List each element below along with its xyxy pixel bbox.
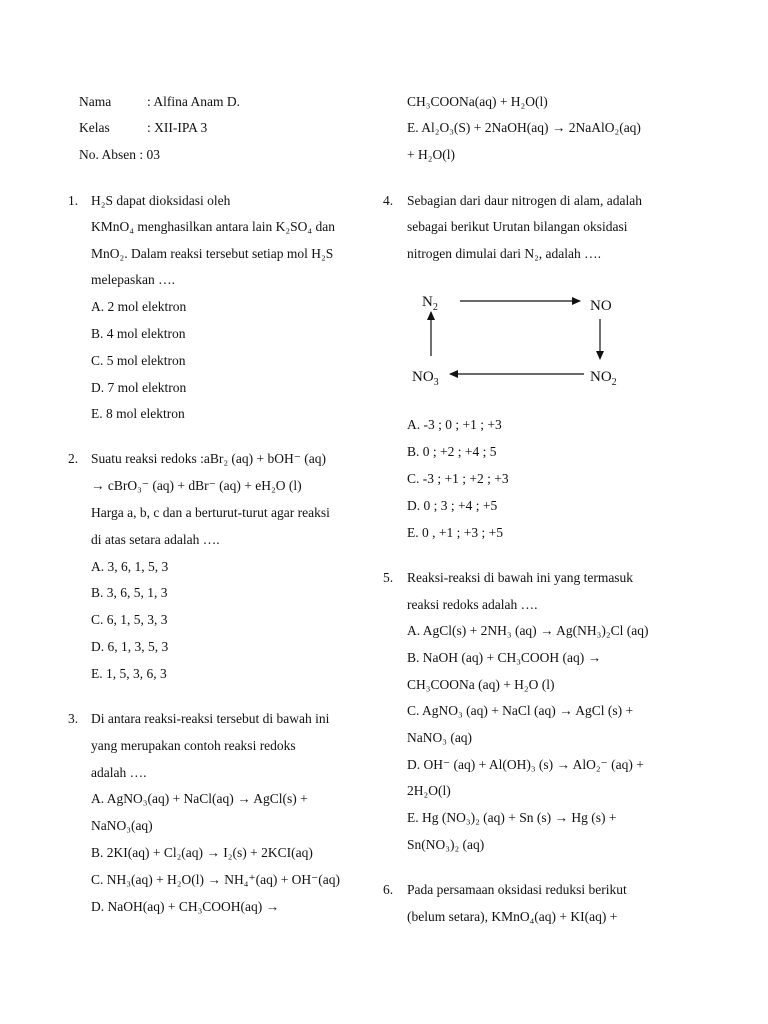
question-number: 6. (383, 882, 394, 897)
n2-label: $N_2$ (422, 294, 438, 313)
no3-label: $NO_3$ (412, 369, 439, 386)
absen-line: No. Absen : 03 (79, 147, 160, 162)
question-number: 3. (68, 711, 79, 726)
option-e: E. Al₂O₃(S) + 2NaOH(aq) → 2NaAlO₂(aq) (407, 120, 641, 135)
question-text: Harga a, b, c dan a berturut-turut agar reaksi (91, 505, 330, 520)
option-d: D. 7 mol elektron (91, 380, 187, 395)
question-text: MnO₂. Dalam reaksi tersebut setiap mol H₂S (91, 246, 334, 261)
option-b: B. 4 mol elektron (91, 326, 186, 341)
option-b: B. 0 ; +2 ; +4 ; 5 (407, 444, 497, 459)
question-text: reaksi redoks adalah …. (407, 597, 538, 612)
question-text: melepaskan …. (91, 272, 175, 287)
option-c: C. 5 mol elektron (91, 353, 186, 368)
option-e: E. 8 mol elektron (91, 406, 185, 421)
question-number: 4. (383, 193, 394, 208)
option-e-cont: Sn(NO₃)₂ (aq) (407, 837, 485, 852)
name-label: Nama (79, 94, 112, 109)
no-label: NO (590, 298, 612, 314)
question-text: Reaksi-reaksi di bawah ini yang termasuk (407, 570, 634, 585)
option-d: D. NaOH(aq) + CH₃COOH(aq) → (91, 899, 280, 914)
option-b: B. 3, 6, 5, 1, 3 (91, 585, 168, 600)
nitrogen-cycle-svg (410, 286, 640, 386)
question-number: 5. (383, 570, 394, 585)
option-c: C. NH₃(aq) + H₂O(l) → NH₄⁺(aq) + OH⁻(aq) (91, 872, 341, 887)
option-d-cont: CH₃COONa(aq) + H₂O(l) (407, 94, 548, 109)
question-text: KMnO₄ menghasilkan antara lain K₂SO₄ dan (91, 219, 335, 234)
option-a: A. 2 mol elektron (91, 299, 187, 314)
option-a-cont: NaNO₃(aq) (91, 818, 153, 833)
question-text: yang merupakan contoh reaksi redoks (91, 738, 296, 753)
option-e: E. 1, 5, 3, 6, 3 (91, 666, 167, 681)
question-text: H₂S dapat dioksidasi oleh (91, 193, 231, 208)
question-text: Sebagian dari daur nitrogen di alam, adalah (407, 193, 643, 208)
question-number: 1. (68, 193, 79, 208)
option-a: A. 3, 6, 1, 5, 3 (91, 559, 169, 574)
option-b: B. NaOH (aq) + CH₃COOH (aq) → (407, 650, 602, 665)
question-text: di atas setara adalah …. (91, 532, 220, 547)
question-text: Suatu reaksi redoks :aBr₂ (aq) + bOH⁻ (aq) (91, 451, 327, 466)
option-b: B. 2KI(aq) + Cl₂(aq) → I₂(s) + 2KCI(aq) (91, 845, 313, 860)
question-text: (belum setara), KMnO₄(aq) + KI(aq) + (407, 909, 618, 924)
question-number: 2. (68, 451, 79, 466)
option-d-cont: 2H₂O(l) (407, 783, 451, 798)
option-d: D. OH⁻ (aq) + Al(OH)₃ (s) → AlO₂⁻ (aq) + (407, 757, 644, 772)
option-b-cont: CH₃COONa (aq) + H₂O (l) (407, 677, 555, 692)
option-c-cont: NaNO₃ (aq) (407, 730, 473, 745)
question-text: sebagai berikut Urutan bilangan oksidasi (407, 219, 628, 234)
question-text: nitrogen dimulai dari N₂, adalah …. (407, 246, 602, 261)
option-a: A. AgNO₃(aq) + NaCl(aq) → AgCl(s) + (91, 791, 308, 806)
question-text: adalah …. (91, 765, 147, 780)
class-value: : XII-IPA 3 (147, 120, 208, 135)
option-a: A. -3 ; 0 ; +1 ; +3 (407, 417, 502, 432)
option-e-cont: + H₂O(l) (407, 147, 455, 162)
nitrogen-cycle-diagram (410, 286, 640, 386)
class-label: Kelas (79, 120, 110, 135)
name-value: : Alfina Anam D. (147, 94, 240, 109)
option-c: C. -3 ; +1 ; +2 ; +3 (407, 471, 509, 486)
option-c: C. 6, 1, 5, 3, 3 (91, 612, 168, 627)
option-d: D. 6, 1, 3, 5, 3 (91, 639, 169, 654)
option-e: E. 0 , +1 ; +3 ; +5 (407, 525, 503, 540)
option-a: A. AgCl(s) + 2NH₃ (aq) → Ag(NH₃)₂Cl (aq) (407, 623, 649, 638)
question-text: Di antara reaksi-reaksi tersebut di bawah ini (91, 711, 330, 726)
option-c: C. AgNO₃ (aq) + NaCl (aq) → AgCl (s) + (407, 703, 634, 718)
no2-label: $NO_2$ (590, 369, 617, 386)
question-text: Pada persamaan oksidasi reduksi berikut (407, 882, 627, 897)
option-e: E. Hg (NO₃)₂ (aq) + Sn (s) → Hg (s) + (407, 810, 617, 825)
option-d: D. 0 ; 3 ; +4 ; +5 (407, 498, 498, 513)
question-text: → cBrO₃⁻ (aq) + dBr⁻ (aq) + eH₂O (l) (91, 478, 302, 493)
